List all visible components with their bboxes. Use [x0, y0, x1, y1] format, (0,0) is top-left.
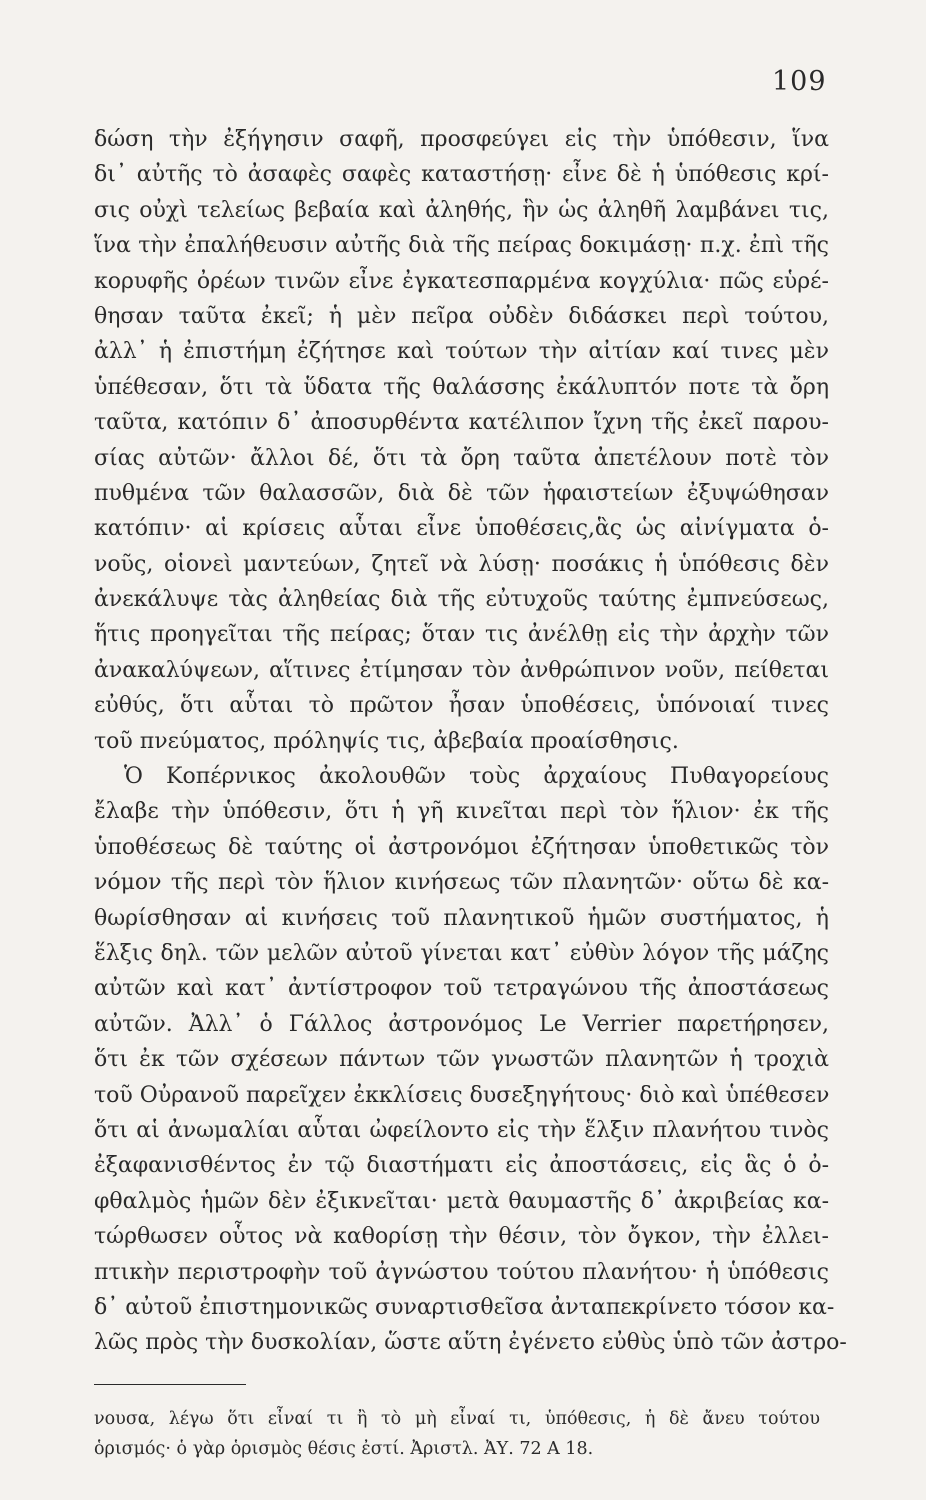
text-line: ἀνακαλύψεων, αἵτινες ἐτίμησαν τὸν ἀνθρώπινον νοῦν, πείθεται [94, 657, 829, 683]
text-line: δ᾽ αὐτοῦ ἐπιστημονικῶς συναρτισθεῖσα ἀνταπεκρίνετο τόσον κα- [94, 1294, 835, 1320]
text-line: ἥτις προηγεῖται τῆς πείρας; ὅταν τις ἀνέλθῃ εἰς τὴν ἀρχὴν τῶν [94, 622, 829, 648]
footnote-divider [94, 1384, 246, 1385]
text-line: κατόπιν· αἱ κρίσεις αὗται εἶνε ὑποθέσεις,ἃς ὡς αἰνίγματα ὁ- [94, 516, 829, 542]
text-line: σις οὐχὶ τελείως βεβαία καὶ ἀληθής, ἣν ὡς ἀληθῆ λαμβάνει τις, [94, 197, 829, 223]
footnote-line: νουσα, λέγω ὅτι εἶναί τι ἢ τὸ μὴ εἶναί τι, ὑπόθεσις, ἡ δὲ ἄνευ τούτου [94, 1409, 820, 1429]
text-line: ὅτι ἐκ τῶν σχέσεων πάντων τῶν γνωστῶν πλανητῶν ἡ τροχιὰ [94, 1047, 829, 1073]
text-line: Ὁ Κοπέρνικος ἀκολουθῶν τοὺς ἀρχαίους Πυθαγορείους [124, 764, 829, 790]
text-line: ἵνα τὴν ἐπαλήθευσιν αὐτῆς διὰ τῆς πείρας δοκιμάσῃ· π.χ. ἐπὶ τῆς [94, 233, 829, 259]
text-line: πτικὴν περιστροφὴν τοῦ ἀγνώστου τούτου πλανήτου· ἡ ὑπόθεσις [94, 1259, 829, 1285]
text-line: ἐξαφανισθέντος ἐν τῷ διαστήματι εἰς ἀποστάσεις, εἰς ἃς ὁ ὀ- [94, 1153, 829, 1179]
text-line: λῶς πρὸς τὴν δυσκολίαν, ὥστε αὕτη ἐγένετο εὐθὺς ὑπὸ τῶν ἀστρο- [94, 1330, 847, 1356]
text-line: φθαλμὸς ἡμῶν δὲν ἐξικνεῖται· μετὰ θαυμαστῆς δ᾽ ἀκριβείας κα- [94, 1188, 829, 1214]
text-line: εὐθύς, ὅτι αὗται τὸ πρῶτον ἦσαν ὑποθέσεις, ὑπόνοιαί τινες [94, 693, 829, 719]
text-line: τοῦ Οὐρανοῦ παρεῖχεν ἐκκλίσεις δυσεξηγήτους· διὸ καὶ ὑπέθεσεν [94, 1082, 830, 1108]
text-line: νοῦς, οἱονεὶ μαντεύων, ζητεῖ νὰ λύσῃ· ποσάκις ἡ ὑπόθεσις δὲν [94, 551, 829, 577]
text-line: σίας αὐτῶν· ἄλλοι δέ, ὅτι τὰ ὄρη ταῦτα ἀπετέλουν ποτὲ τὸν [94, 445, 829, 471]
text-line: κορυφῆς ὀρέων τινῶν εἶνε ἐγκατεσπαρμένα κογχύλια· πῶς εὑρέ- [94, 268, 829, 294]
text-line: ἀνεκάλυψε τὰς ἀληθείας διὰ τῆς εὐτυχοῦς ταύτης ἐμπνεύσεως, [94, 587, 829, 613]
text-line: δώση τὴν ἐξήγησιν σαφῆ, προσφεύγει εἰς τὴν ὑπόθεσιν, ἵνα [94, 127, 829, 152]
text-line: αὐτῶν. Ἀλλ᾽ ὁ Γάλλος ἀστρονόμος Le Verrier παρετήρησεν, [94, 1011, 829, 1037]
text-line: ἔλαβε τὴν ὑπόθεσιν, ὅτι ἡ γῆ κινεῖται περὶ τὸν ἥλιον· ἐκ τῆς [94, 799, 829, 825]
body-text [94, 122, 847, 1361]
text-line: ὑποθέσεως δὲ ταύτης οἱ ἀστρονόμοι ἐζήτησαν ὑποθετικῶς τὸν [94, 834, 829, 860]
text-line: ἀλλ᾽ ἡ ἐπιστήμη ἐζήτησε καὶ τούτων τὴν αἰτίαν καί τινες μὲν [94, 339, 829, 365]
footnote-line: ὁρισμός· ὁ γὰρ ὁρισμὸς θέσις ἐστί. Ἀριστλ. ἈΥ. 72 Α 18. [94, 1439, 594, 1459]
text-line: πυθμένα τῶν θαλασσῶν, διὰ δὲ τῶν ἡφαιστείων ἐξυψώθησαν [94, 480, 829, 506]
text-line: αὐτῶν καὶ κατ᾽ ἀντίστροφον τοῦ τετραγώνου τῆς ἀποστάσεως [94, 976, 829, 1002]
text-line: τώρθωσεν οὗτος νὰ καθορίσῃ τὴν θέσιν, τὸν ὄγκον, τὴν ἐλλει- [94, 1224, 829, 1250]
text-line: τοῦ πνεύματος, πρόληψίς τις, ἀβεβαία προαίσθησις. [94, 728, 679, 754]
text-line: θωρίσθησαν αἱ κινήσεις τοῦ πλανητικοῦ ἡμῶν συστήματος, ἡ [94, 905, 829, 931]
text-line: νόμον τῆς περὶ τὸν ἥλιον κινήσεως τῶν πλανητῶν· οὕτω δὲ κα- [94, 870, 829, 896]
text-line: ἕλξις δηλ. τῶν μελῶν αὐτοῦ γίνεται κατ᾽ εὐθὺν λόγον τῆς μάζης [94, 940, 829, 966]
text-line: δι᾽ αὐτῆς τὸ ἀσαφὲς σαφὲς καταστήσῃ· εἶνε δὲ ἡ ὑπόθεσις κρί- [94, 162, 829, 188]
text-line: ὑπέθεσαν, ὅτι τὰ ὕδατα τῆς θαλάσσης ἐκάλυπτόν ποτε τὰ ὄρη [94, 374, 829, 400]
footnote [94, 1404, 820, 1464]
page-number: 109 [772, 66, 827, 97]
text-line: ταῦτα, κατόπιν δ᾽ ἀποσυρθέντα κατέλιπον ἴχνη τῆς ἐκεῖ παρου- [94, 410, 829, 436]
text-line: θησαν ταῦτα ἐκεῖ; ἡ μὲν πεῖρα οὐδὲν διδάσκει περὶ τούτου, [94, 303, 829, 329]
text-line: ὅτι αἱ ἀνωμαλίαι αὗται ὠφείλοντο εἰς τὴν ἕλξιν πλανήτου τινὸς [94, 1117, 829, 1143]
